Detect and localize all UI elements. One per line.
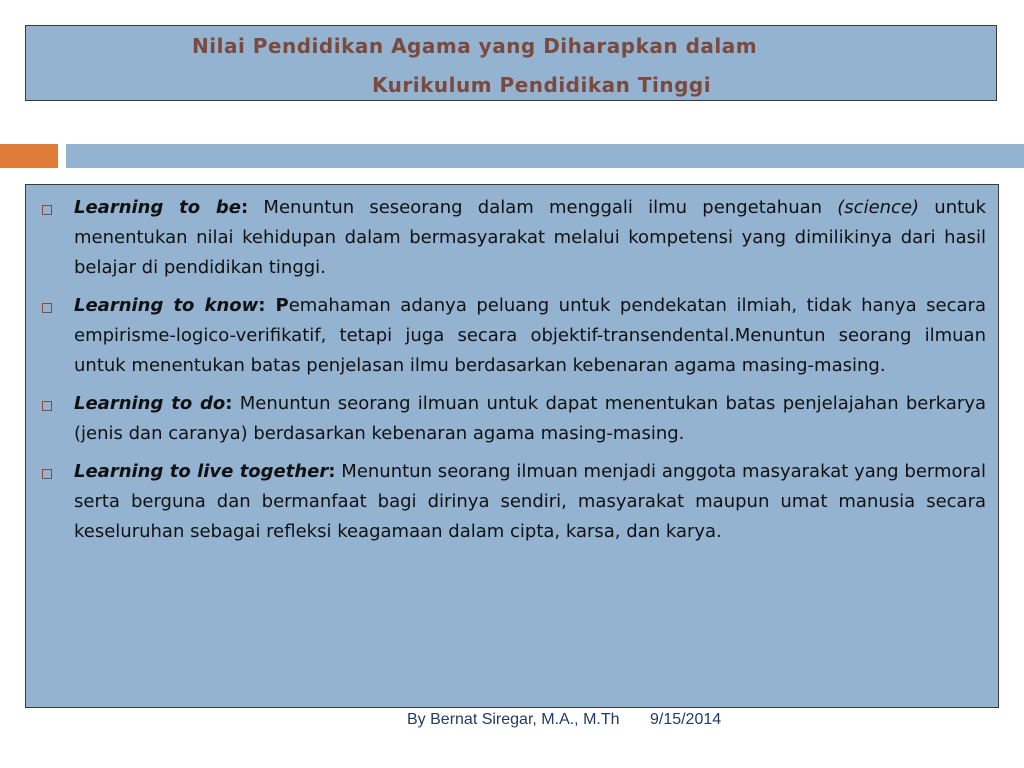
footer-author: By Bernat Siregar, M.A., M.Th <box>407 711 620 728</box>
bullet-term: Learning to know <box>74 295 259 316</box>
hollow-square-bullet-icon <box>42 205 52 215</box>
bullet-text: Menuntun seseorang dalam menggali ilmu pengetahuan <box>248 197 838 218</box>
hollow-square-bullet-icon <box>42 469 52 479</box>
bullet-term: Learning to live together <box>74 461 329 482</box>
hollow-square-bullet-icon <box>42 303 52 313</box>
bullet-list <box>42 193 986 555</box>
hollow-square-bullet-icon <box>42 401 52 411</box>
slide-title-box <box>25 25 997 101</box>
bullet-colon: : <box>225 393 233 414</box>
slide-title-line-1: Nilai Pendidikan Agama yang Diharapkan dalam <box>192 34 758 58</box>
footer-date: 9/15/2014 <box>649 711 722 728</box>
bullet-colon: : P <box>258 295 289 316</box>
bullet-item-learning-to-know <box>42 291 986 381</box>
bullet-text: Menuntun seorang ilmuan untuk dapat menentukan batas penjelajahan berkarya (jenis dan caranya) berdasarkan kebenaran agama masing-masing. <box>74 393 987 444</box>
bullet-item-learning-to-do <box>42 389 986 449</box>
bullet-text: emahaman adanya peluang untuk pendekatan ilmiah, tidak hanya secara empirisme-logico-verifikatif, tetapi juga secara objektif-transendental.Menuntun seorang ilmuan untuk menentukan batas penjelasan ilmu berdasarkan kebenaran agama masing-masing. <box>74 295 986 376</box>
bullet-item-learning-to-be <box>42 193 986 283</box>
slide-title-line-2: Kurikulum Pendidikan Tinggi <box>372 73 712 97</box>
content-box <box>25 184 999 708</box>
slide-footer <box>407 711 721 729</box>
bullet-term: Learning to be <box>74 197 241 218</box>
accent-bar-blue <box>66 144 1024 168</box>
bullet-item-learning-to-live-together <box>42 457 986 547</box>
bullet-text: untuk menentukan nilai kehidupan dalam bermasyarakat melalui kompetensi yang dimilikinya dari hasil belajar di pendidikan tinggi. <box>74 197 986 278</box>
bullet-italic-text: (science) <box>837 197 920 218</box>
accent-bar-orange <box>0 144 58 168</box>
bullet-text: Menuntun seorang ilmuan menjadi anggota masyarakat yang bermoral serta berguna dan bermanfaat bagi dirinya sendiri, masyarakat maupun umat manusia secara keseluruhan sebagai refleksi keagamaan dalam cipta, karsa, dan karya. <box>74 461 986 542</box>
bullet-colon: : <box>241 197 249 218</box>
bullet-colon: : <box>328 461 336 482</box>
bullet-term: Learning to do <box>74 393 226 414</box>
